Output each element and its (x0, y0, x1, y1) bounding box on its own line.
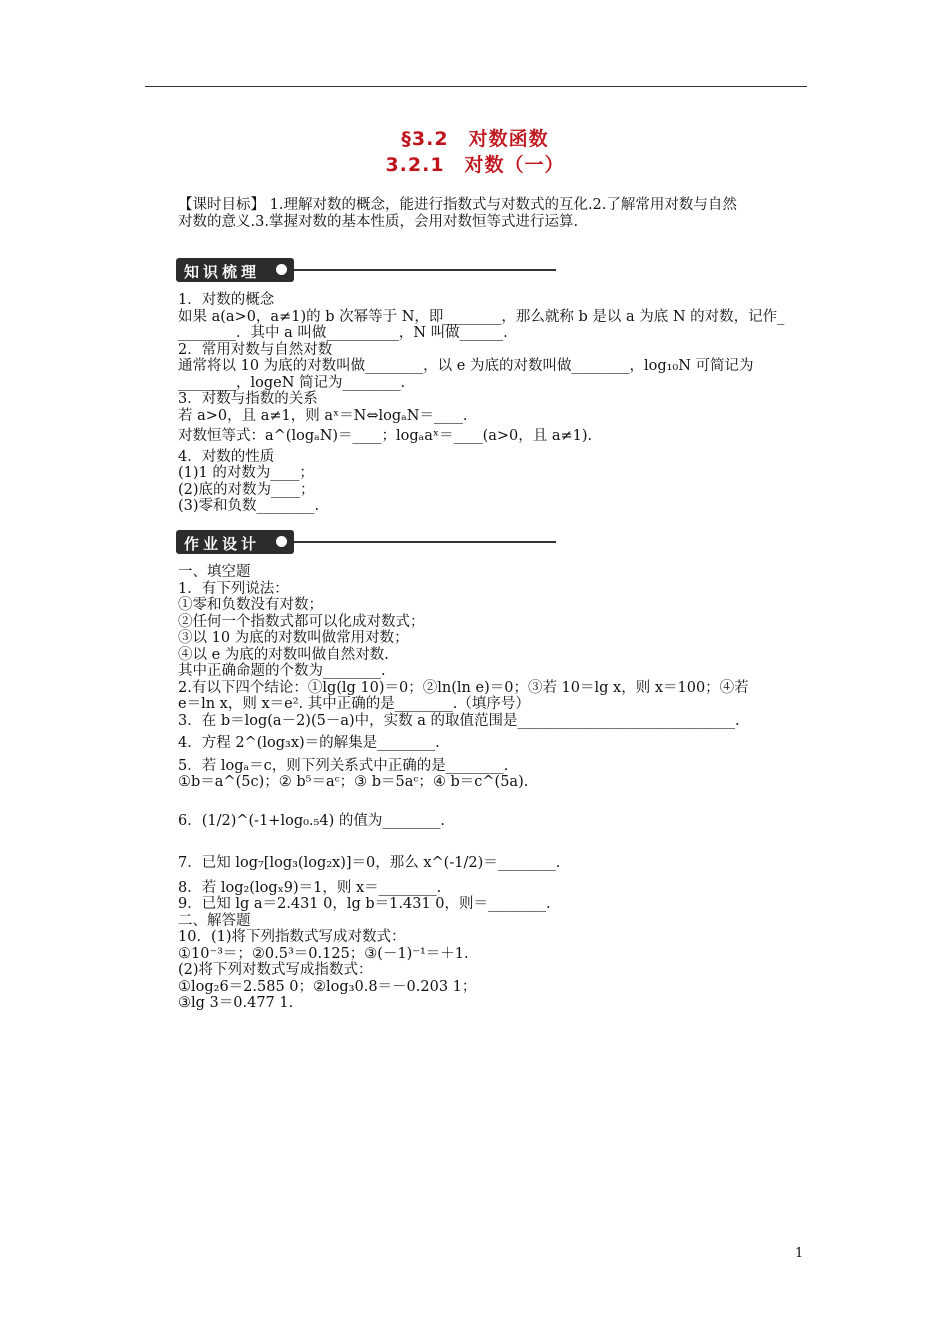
homework-line: 8．若 log₂(logₓ9)＝1，则 x＝________. (178, 879, 442, 896)
knowledge-line: (3)零和负数________. (178, 498, 320, 514)
knowledge-line: ________，logeN 简记为________. (178, 374, 406, 391)
homework-line: 5．若 logₐ＝c，则下列关系式中正确的是________. (178, 757, 509, 774)
knowledge-line: 4．对数的性质 (178, 448, 275, 465)
top-rule (145, 86, 807, 87)
knowledge-line: 3．对数与指数的关系 (178, 391, 318, 407)
knowledge-line: 2．常用对数与自然对数 (178, 341, 333, 358)
homework-line: ①零和负数没有对数； (178, 597, 323, 613)
bullet-dot-icon (276, 264, 287, 275)
knowledge-line: (1)1 的对数为____； (178, 465, 314, 481)
subsection-title: 3.2.1 对数（一） (385, 154, 565, 176)
knowledge-line: (2)底的对数为____； (178, 481, 315, 498)
knowledge-line: 通常将以 10 为底的对数叫做________，以 e 为底的对数叫做________，log₁₀N 可简记为 (178, 358, 754, 374)
knowledge-line: ________．其中 a 叫做__________，N 叫做______. (178, 325, 508, 341)
homework-line: 10．(1)将下列指数式写成对数式： (178, 929, 406, 945)
homework-line: ④以 e 为底的对数叫做自然对数. (178, 646, 389, 663)
homework-section (178, 564, 808, 1012)
knowledge-line: 对数恒等式：a^(logₐN)＝____；logₐaˣ＝____(a>0，且 a≠1). (178, 428, 593, 444)
objectives-line: 对数的意义.3.掌握对数的基本性质，会用对数恒等式进行运算. (178, 213, 579, 230)
homework-line: 2.有以下四个结论：①lg(lg 10)＝0；②ln(ln e)＝0；③若 10＝lg x，则 x＝100；④若 (178, 679, 749, 696)
homework-line: ①10⁻³＝；②0.5³＝0.125；③(－1)⁻¹＝＋1. (178, 945, 469, 962)
homework-line: 6．(1/2)^(-1+log₀.₅4) 的值为________. (178, 812, 445, 829)
homework-line: 4．方程 2^(log₃x)＝的解集是________. (178, 735, 440, 751)
homework-line: ①log₂6＝2.585 0；②log₃0.8＝－0.203 1； (178, 978, 477, 995)
knowledge-line: 1．对数的概念 (178, 292, 275, 308)
knowledge-line: 如果 a(a>0，a≠1)的 b 次幂等于 N，即________，那么就称 b 是以 a 为底 N 的对数，记作_ (178, 308, 785, 325)
homework-line: ③lg 3＝0.477 1. (178, 995, 294, 1011)
homework-line: 一、填空题 (178, 564, 251, 580)
knowledge-section (178, 292, 808, 515)
homework-line: 7．已知 log₇[log₃(log₂x)]＝0，那么 x^(-1/2)＝________. (178, 855, 561, 871)
knowledge-banner-label: 知识梳理 (184, 263, 261, 281)
homework-line: 9．已知 lg a＝2.431 0，lg b＝1.431 0，则＝________. (178, 896, 551, 912)
objectives-line: 【课时目标】 1.理解对数的概念，能进行指数式与对数式的互化.2.了解常用对数与自然 (178, 197, 737, 213)
homework-line: ③以 10 为底的对数叫做常用对数； (178, 630, 409, 646)
homework-line: ②任何一个指数式都可以化成对数式； (178, 613, 425, 630)
homework-line: e＝ln x，则 x＝e². 其中正确的是________.（填序号） (178, 696, 530, 712)
homework-line: 二、解答题 (178, 912, 251, 929)
section-title: §3.2 对数函数 (401, 128, 549, 150)
page-number: 1 (795, 1246, 804, 1261)
objectives (178, 197, 808, 230)
homework-line: ①b＝a^(5c)；② b⁵＝aᶜ；③ b＝5aᶜ；④ b＝c^(5a). (178, 774, 529, 790)
knowledge-line: 若 a>0，且 a≠1，则 aˣ＝N⇔logₐN＝____. (178, 407, 468, 424)
homework-line: 其中正确命题的个数为________. (178, 663, 386, 679)
homework-line: 3．在 b＝log(a－2)(5－a)中，实数 a 的取值范围是______________________________. (178, 712, 740, 729)
bullet-dot-icon (276, 536, 287, 547)
homework-line: (2)将下列对数式写成指数式： (178, 962, 373, 978)
homework-line: 1．有下列说法： (178, 580, 289, 597)
homework-banner-label: 作业设计 (184, 535, 261, 553)
